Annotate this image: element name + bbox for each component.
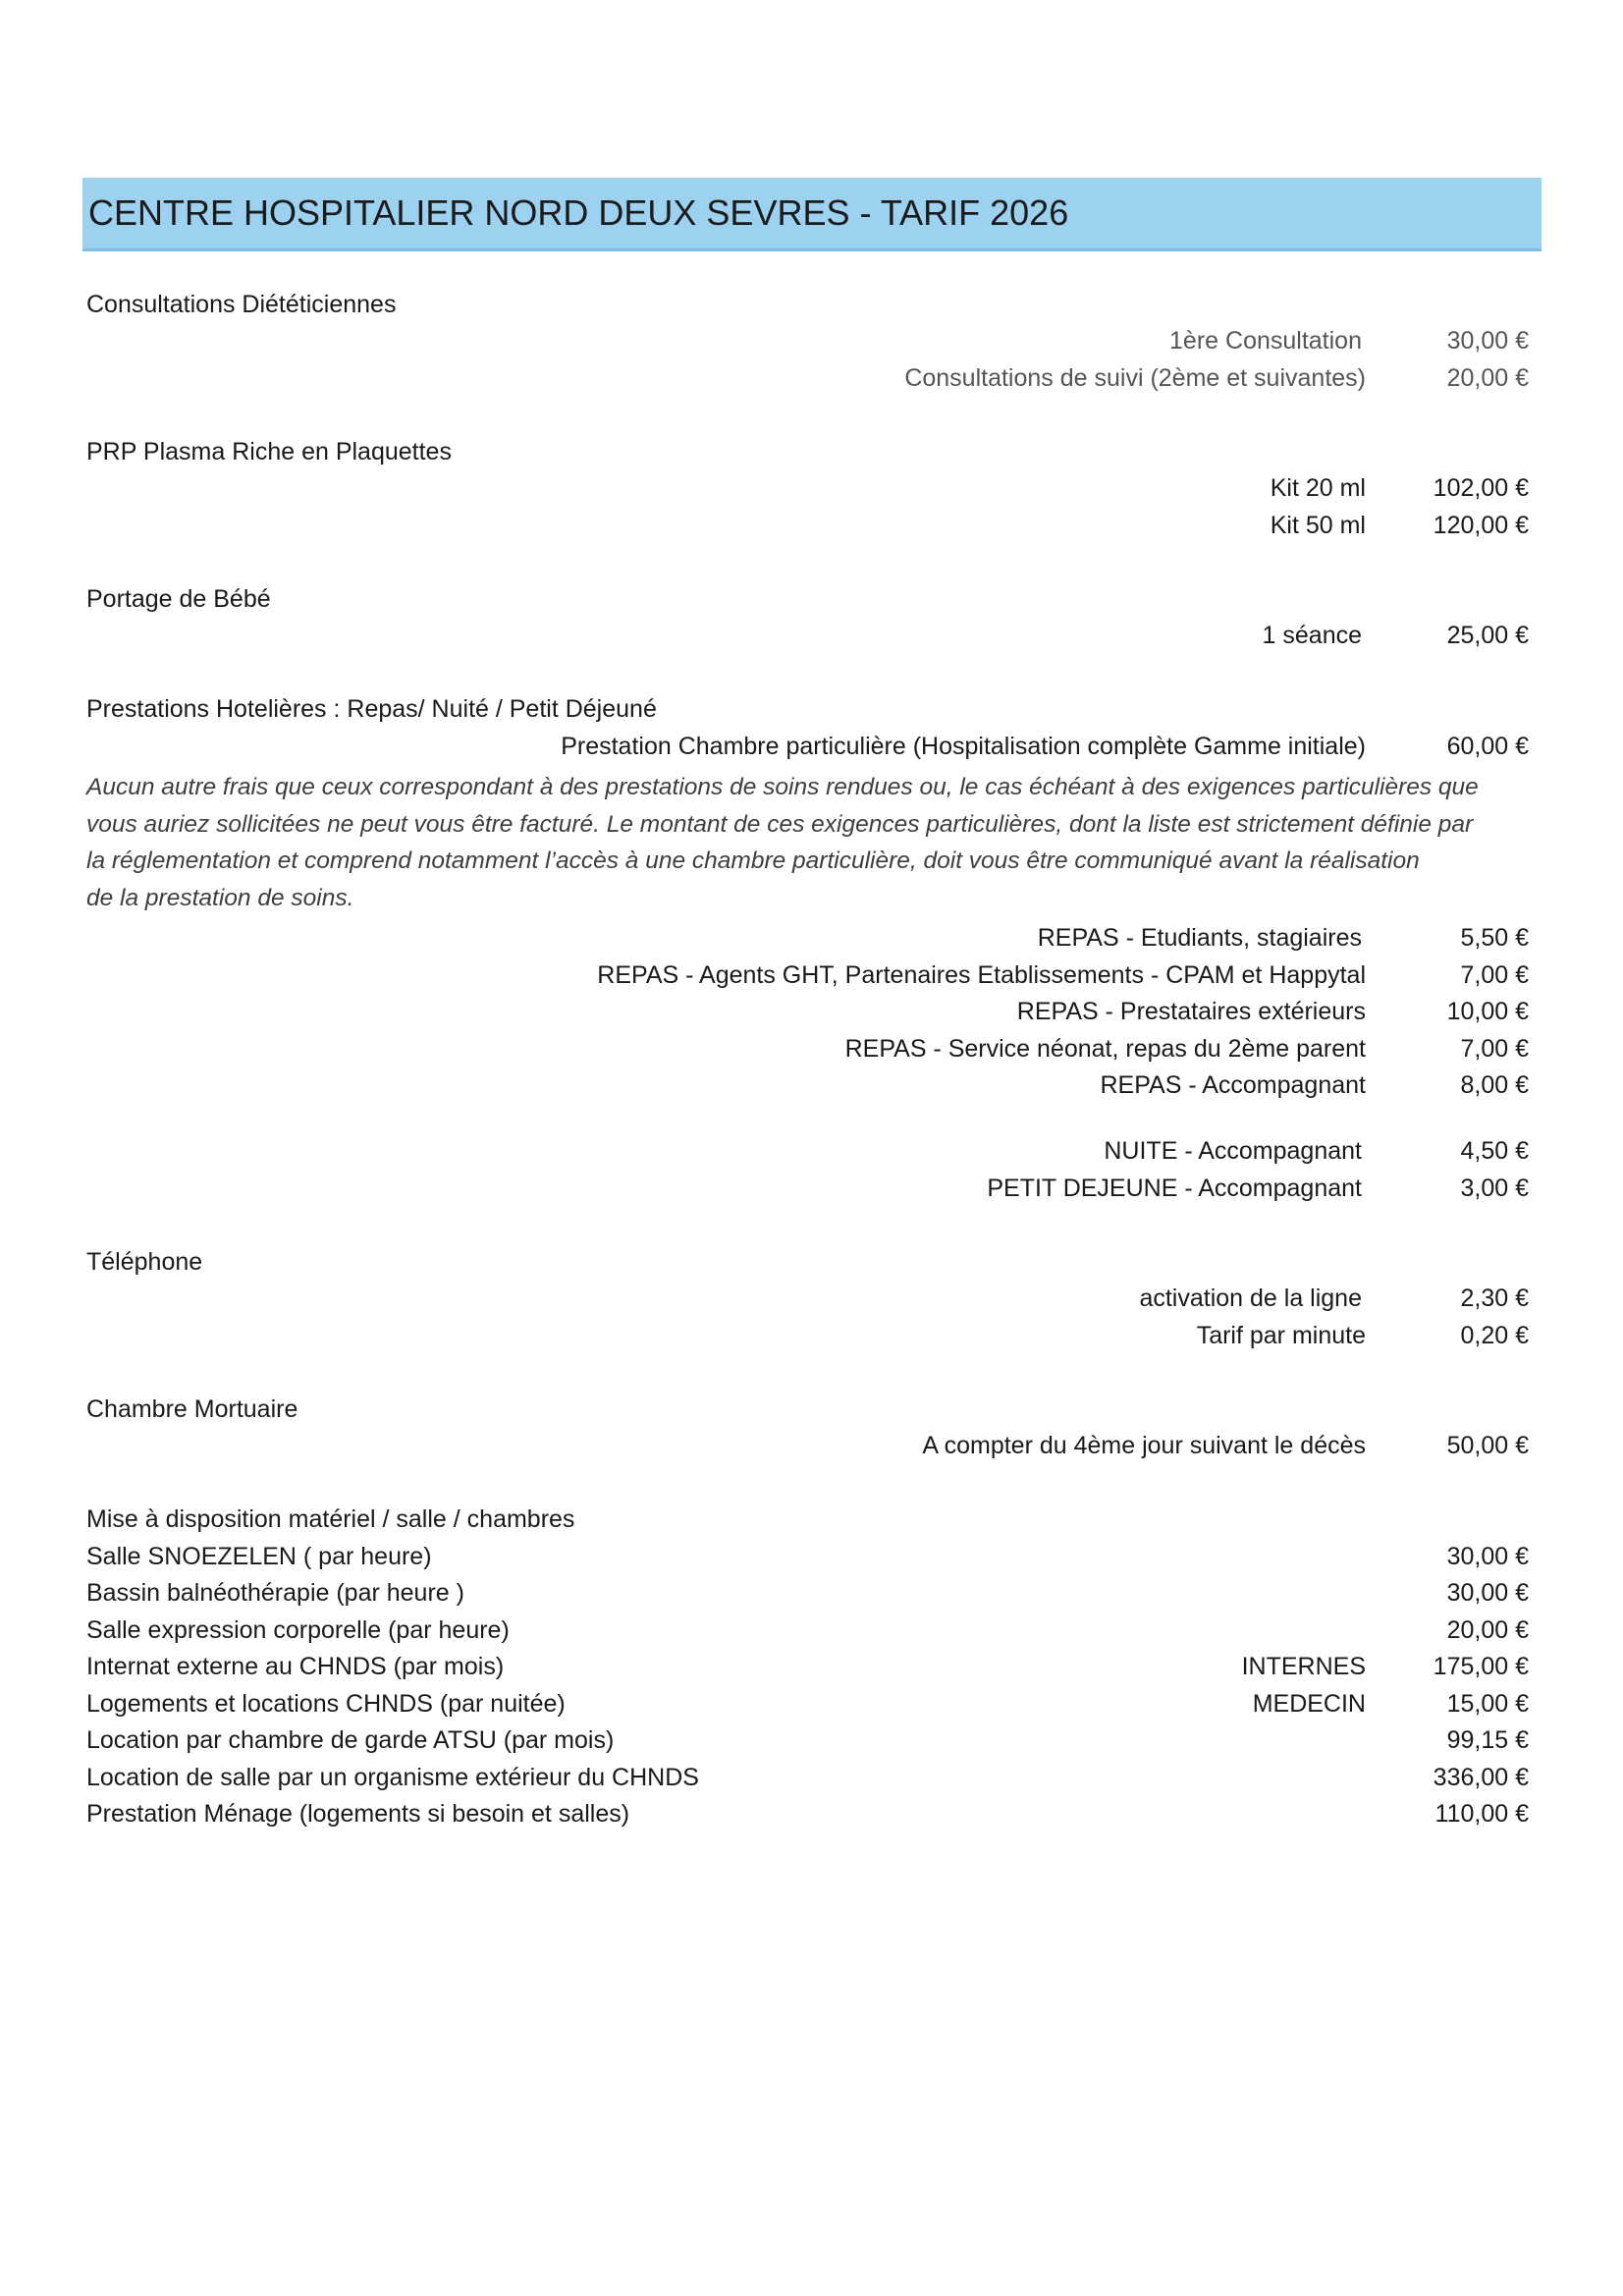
tariff-label: REPAS - Etudiants, stagiaires bbox=[1037, 924, 1362, 952]
legal-note-line: Aucun autre frais que ceux correspondant à des prestations de soins rendues ou, le cas échéant à des exigences particulières que bbox=[86, 774, 1479, 800]
section-title-prp: PRP Plasma Riche en Plaquettes bbox=[86, 438, 452, 465]
tariff-price: 8,00 € bbox=[1460, 1071, 1529, 1099]
tariff-label: Location de salle par un organisme extérieur du CHNDS bbox=[86, 1764, 699, 1791]
section-title-dietetique: Consultations Diététiciennes bbox=[86, 291, 397, 318]
tariff-price: 175,00 € bbox=[1433, 1653, 1529, 1680]
tariff-label: NUITE - Accompagnant bbox=[1104, 1137, 1362, 1165]
tariff-label: 1 séance bbox=[1262, 622, 1362, 649]
tariff-label: Consultations de suivi (2ème et suivantes) bbox=[904, 364, 1366, 392]
tariff-price: 20,00 € bbox=[1446, 364, 1529, 392]
tariff-label: Tarif par minute bbox=[1196, 1322, 1366, 1349]
tariff-label: Bassin balnéothérapie (par heure ) bbox=[86, 1579, 464, 1607]
tariff-label: Internat externe au CHNDS (par mois) bbox=[86, 1653, 505, 1680]
tariff-price: 50,00 € bbox=[1446, 1432, 1529, 1459]
tariff-label: Salle SNOEZELEN ( par heure) bbox=[86, 1543, 432, 1570]
tariff-price: 110,00 € bbox=[1434, 1800, 1529, 1828]
tariff-label: REPAS - Agents GHT, Partenaires Etablissements - CPAM et Happytal bbox=[597, 961, 1366, 989]
title-banner bbox=[82, 178, 1542, 251]
tariff-label: REPAS - Service néonat, repas du 2ème parent bbox=[844, 1035, 1366, 1063]
tariff-tag: INTERNES bbox=[1241, 1653, 1366, 1680]
tariff-label: PETIT DEJEUNE - Accompagnant bbox=[987, 1175, 1362, 1202]
tariff-price: 30,00 € bbox=[1446, 327, 1529, 355]
tariff-price: 5,50 € bbox=[1460, 924, 1529, 952]
tariff-price: 120,00 € bbox=[1433, 512, 1529, 539]
tariff-price: 102,00 € bbox=[1433, 474, 1529, 502]
tariff-label: REPAS - Accompagnant bbox=[1100, 1071, 1366, 1099]
tariff-label: 1ère Consultation bbox=[1169, 327, 1362, 355]
tariff-price: 10,00 € bbox=[1446, 998, 1529, 1025]
legal-note-line: de la prestation de soins. bbox=[86, 884, 354, 911]
tariff-price: 30,00 € bbox=[1446, 1543, 1529, 1570]
legal-note bbox=[86, 769, 1559, 916]
tariff-label: Kit 50 ml bbox=[1270, 512, 1366, 539]
tariff-price: 30,00 € bbox=[1446, 1579, 1529, 1607]
tariff-label: REPAS - Prestataires extérieurs bbox=[1016, 998, 1366, 1025]
legal-note-line: la réglementation et comprend notamment l’accès à une chambre particulière, doit vous être communiqué avant la réalisation bbox=[86, 847, 1420, 874]
tariff-label: activation de la ligne bbox=[1139, 1285, 1362, 1312]
tariff-label: Kit 20 ml bbox=[1270, 474, 1366, 502]
tariff-price: 7,00 € bbox=[1460, 961, 1529, 989]
tariff-price: 99,15 € bbox=[1446, 1726, 1529, 1754]
tariff-price: 60,00 € bbox=[1446, 733, 1529, 760]
tariff-price: 3,00 € bbox=[1460, 1175, 1529, 1202]
tariff-price: 15,00 € bbox=[1446, 1690, 1529, 1718]
tariff-label: Location par chambre de garde ATSU (par mois) bbox=[86, 1726, 615, 1754]
tariff-tag: MEDECIN bbox=[1252, 1690, 1366, 1718]
legal-note-line: vous auriez sollicitées ne peut vous être facturé. Le montant de ces exigences particulières, dont la liste est strictement définie par bbox=[86, 810, 1474, 838]
section-title-mortuaire: Chambre Mortuaire bbox=[86, 1395, 298, 1423]
tariff-label: Prestation Chambre particulière (Hospitalisation complète Gamme initiale) bbox=[561, 733, 1366, 760]
section-title-portage: Portage de Bébé bbox=[86, 585, 271, 613]
tariff-price: 2,30 € bbox=[1460, 1285, 1529, 1312]
tariff-label: A compter du 4ème jour suivant le décès bbox=[922, 1432, 1366, 1459]
tariff-label: Salle expression corporelle (par heure) bbox=[86, 1616, 510, 1644]
tariff-price: 25,00 € bbox=[1446, 622, 1529, 649]
tariff-price: 20,00 € bbox=[1446, 1616, 1529, 1644]
page-title: CENTRE HOSPITALIER NORD DEUX SEVRES - TARIF 2026 bbox=[88, 192, 1069, 233]
section-title-materiel: Mise à disposition matériel / salle / chambres bbox=[86, 1505, 575, 1533]
section-title-hotel: Prestations Hotelières : Repas/ Nuité / Petit Déjeuné bbox=[86, 695, 657, 723]
tariff-label: Logements et locations CHNDS (par nuitée) bbox=[86, 1690, 566, 1718]
tariff-price: 336,00 € bbox=[1433, 1764, 1529, 1791]
tariff-price: 4,50 € bbox=[1460, 1137, 1529, 1165]
tariff-label: Prestation Ménage (logements si besoin et salles) bbox=[86, 1800, 630, 1828]
tariff-price: 0,20 € bbox=[1460, 1322, 1529, 1349]
tariff-price: 7,00 € bbox=[1460, 1035, 1529, 1063]
section-title-telephone: Téléphone bbox=[86, 1248, 203, 1276]
